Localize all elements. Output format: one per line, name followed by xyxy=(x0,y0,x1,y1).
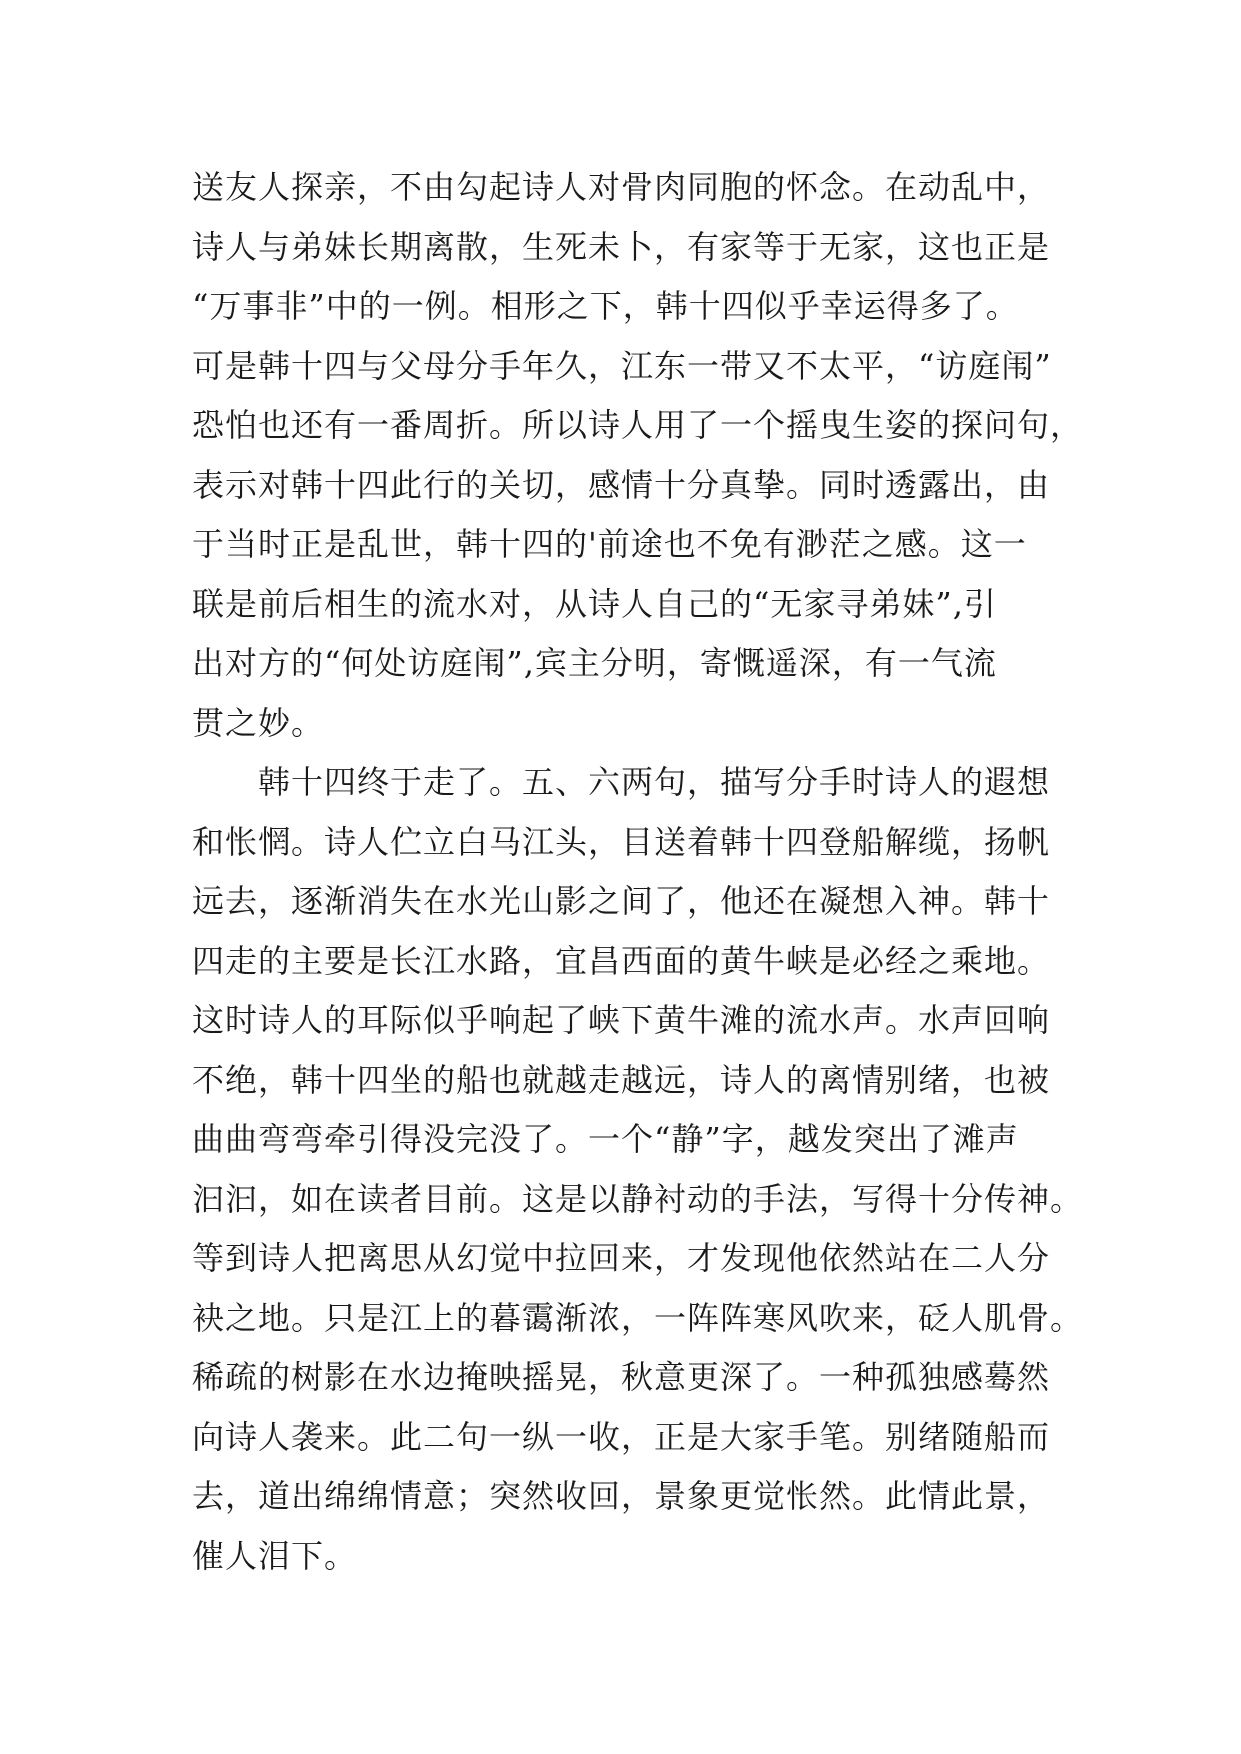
text-line: 不绝，韩十四坐的船也就越走越远，诗人的离情别绪，也被 xyxy=(192,1060,1051,1099)
text-line: “万事非”中的一例。相形之下，韩十四似乎幸运得多了。 xyxy=(192,287,1019,325)
document-body xyxy=(192,158,1084,1586)
paragraph-1 xyxy=(192,158,1084,753)
text-line: 曲曲弯弯牵引得没完没了。一个“静”字，越发突出了滩声 xyxy=(192,1120,1019,1158)
text-line: 送友人探亲，不由勾起诗人对骨肉同胞的怀念。在动乱中， xyxy=(192,168,1051,206)
text-line: 催人泪下。 xyxy=(192,1536,358,1575)
text-line: 去，道出绵绵情意；突然收回，景象更觉怅然。此情此景， xyxy=(192,1477,1051,1515)
text-line: 和怅惘。诗人伫立白马江头，目送着韩十四登船解缆，扬帆 xyxy=(192,822,1051,861)
text-line: 可是韩十四与父母分手年久，江东一带又不太平，“访庭闱” xyxy=(192,346,1052,385)
text-line: 四走的主要是长江水路，宜昌西面的黄牛峡是必经之乘地。 xyxy=(192,941,1051,980)
text-line: 远去，逐渐消失在水光山影之间了，他还在凝想入神。韩十 xyxy=(192,882,1051,920)
paragraph-2 xyxy=(192,753,1084,1586)
text-line: 联是前后相生的流水对，从诗人自己的“无家寻弟妹”,引 xyxy=(192,584,997,623)
text-line: 表示对韩十四此行的关切，感情十分真挚。同时透露出，由 xyxy=(192,465,1051,504)
text-line: 于当时正是乱世，韩十四的'前途也不免有渺茫之感。这一 xyxy=(192,525,1027,563)
text-line: 等到诗人把离思从幻觉中拉回来，才发现他依然站在二人分 xyxy=(192,1239,1051,1277)
text-line: 韩十四终于走了。五、六两句，描写分手时诗人的遐想 xyxy=(192,763,1051,801)
text-line: 诗人与弟妹长期离散，生死未卜，有家等于无家，这也正是 xyxy=(192,227,1051,266)
text-line: 贯之妙。 xyxy=(192,703,325,742)
text-line: 稀疏的树影在水边掩映摇晃，秋意更深了。一种孤独感蓦然 xyxy=(192,1358,1051,1396)
text-line: 向诗人袭来。此二句一纵一收，正是大家手笔。别绪随船而 xyxy=(192,1417,1051,1456)
text-line: 汩汩，如在读者目前。这是以静衬动的手法，写得十分传神。 xyxy=(192,1179,1084,1218)
text-line: 恐怕也还有一番周折。所以诗人用了一个摇曳生姿的探问句， xyxy=(192,406,1084,444)
text-line: 出对方的“何处访庭闱”,宾主分明，寄慨遥深，有一气流 xyxy=(192,644,997,682)
text-line: 袂之地。只是江上的暮霭渐浓，一阵阵寒风吹来，砭人肌骨。 xyxy=(192,1298,1084,1337)
text-line: 这时诗人的耳际似乎响起了峡下黄牛滩的流水声。水声回响 xyxy=(192,1001,1051,1039)
